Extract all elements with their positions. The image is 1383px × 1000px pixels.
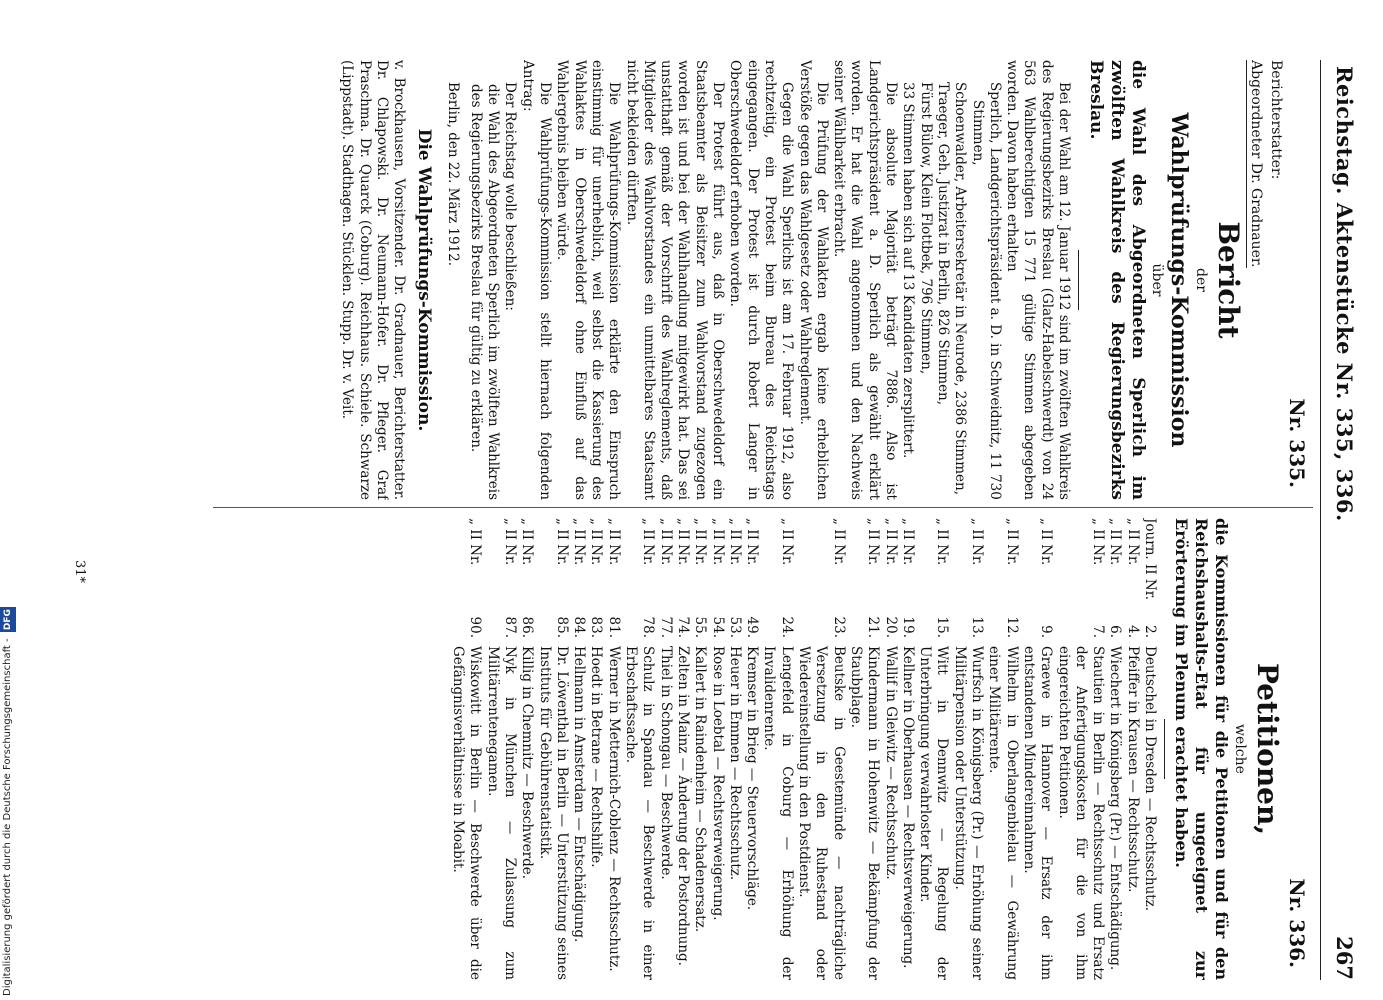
petition-text: Stautien in Berlin — Rechtsschutz und Ersatz der Anfertigungskosten für die von ihm eingereichten Petitionen. bbox=[1055, 646, 1107, 980]
running-head-title: Reichstag. Aktenstücke Nr. 335, 336. bbox=[1332, 66, 1357, 522]
petition-entry bbox=[656, 518, 673, 980]
petition-number: 2. bbox=[1142, 625, 1158, 638]
petition-entry bbox=[708, 518, 725, 980]
petition-number: 24. bbox=[778, 616, 795, 638]
petition-text: Hellmann in Amsterdam — Entschädigung. bbox=[571, 646, 588, 943]
petition-number: 74. bbox=[674, 616, 691, 638]
committee-name: Wahlprüfungs-Kommission bbox=[1166, 112, 1192, 448]
petition-journal-ref: „ II Nr. bbox=[467, 518, 484, 566]
petition-journal-ref: Journ. II Nr. bbox=[1142, 518, 1158, 600]
petition-entry bbox=[449, 518, 484, 980]
petition-journal-ref: „ II Nr. bbox=[674, 518, 691, 566]
petition-entry bbox=[1106, 518, 1123, 980]
paragraph-majority: Die absolute Majorität beträgt 7886. Also ist Landgerichtspräsident a. D. Sperlich als gewählt erklärt worden. Er hat die Wahl angenommen und den Nachweis seiner Wählbarkeit erbracht. bbox=[831, 60, 900, 500]
petition-text: Schulz in Spandau — Beschwerde in einer Erbschaftssache. bbox=[623, 646, 657, 980]
petition-number: 23. bbox=[830, 616, 847, 638]
petition-journal-ref: „ II Nr. bbox=[865, 518, 882, 566]
petition-entry bbox=[622, 518, 657, 980]
petition-journal-ref: „ II Nr. bbox=[640, 518, 657, 566]
petition-text: Witt in Dennwitz — Regelung der Unterbringung verwahrloster Kinder. bbox=[917, 646, 951, 980]
petition-journal-ref: „ II Nr. bbox=[969, 518, 986, 566]
paragraph-motion-text: die Wahl des Abgeordneten Sperlich im zwölften Wahlkreis des Regierungsbezirks Breslau für gültig zu erklären. bbox=[467, 84, 502, 500]
paragraph-protest-filed: Gegen die Wahl Sperlichs ist am 17. Februar 1912, also rechtzeitig, ein Protest beim Bureau des Reichstags eingegangen. Der Protest ist durch Robert Langer in Oberschwedeldorf erhoben worden. bbox=[727, 60, 796, 500]
petition-text: Deutschel in Dresden — Rechtsschutz. bbox=[1142, 646, 1158, 912]
petition-entry bbox=[570, 518, 587, 980]
petition-journal-ref: „ II Nr. bbox=[830, 518, 847, 566]
column-divider bbox=[213, 507, 1313, 508]
petition-number: 87. bbox=[502, 616, 519, 638]
petition-entry bbox=[916, 518, 951, 980]
petition-number: 85. bbox=[553, 616, 570, 638]
petition-number: 49. bbox=[744, 616, 761, 638]
candidate-3: Traeger, Geh. Justizrat in Berlin, 826 Stimmen, bbox=[934, 82, 951, 406]
petition-journal-ref: „ II Nr. bbox=[1090, 518, 1107, 566]
petition-number: 55. bbox=[692, 616, 709, 638]
dfg-logo: DFG bbox=[0, 607, 16, 632]
petition-text: Hoedt in Betrane — Rechtshilfe. bbox=[588, 646, 605, 868]
paragraph-examination: Die Prüfung der Wahlakten ergab keine erheblichen Verstöße gegen das Wahlgesetz oder Wahlreglement. bbox=[796, 60, 830, 500]
petition-number: 81. bbox=[605, 616, 622, 638]
petition-entry bbox=[1141, 518, 1158, 980]
petition-entry bbox=[691, 518, 708, 980]
petition-journal-ref: „ II Nr. bbox=[692, 518, 709, 566]
page-number: 267 bbox=[1332, 936, 1357, 980]
petition-journal-ref: „ II Nr. bbox=[605, 518, 622, 566]
petition-text: Wiskowitt in Berlin — Beschwerde über die Gefängnisverhältnisse in Moabit. bbox=[450, 646, 484, 980]
petition-journal-ref: „ II Nr. bbox=[899, 518, 916, 566]
petition-number: 21. bbox=[865, 616, 882, 638]
report-title: Bericht bbox=[1212, 221, 1245, 339]
paragraph-committee-decision: Die Wahlprüfungs-Kommission erklärte den Einspruch einstimmig für unerheblich, weil selbst die Kassierung des Wahlaktes in Oberschwedeldorf ohne Einfluß auf das Wahlergebnis bleiben würde. bbox=[554, 60, 623, 500]
petition-number: 53. bbox=[726, 616, 743, 638]
petition-text: Wilhelm in Oberlangenbielau — Gewährung einer Militärrente. bbox=[986, 646, 1020, 980]
paragraph-election-result: Bei der Wahl am 12. Januar 1912 sind im zwölften Wahlkreis des Regierungsbezirks Breslau (Glatz-Habelschwerdt) von 24 563 Wahlberechtigten 15 771 gültige Stimmen abgegeben worden. Davon haben erhalten bbox=[1004, 60, 1072, 500]
paragraph-protest-content: Der Protest führt aus, daß in Oberschwedeldorf ein Staatsbeamter als Beisitzer zum Wahlvorstand zugezogen worden ist und bei der Wahlhandlung mitgewirkt hat. Das sei unstatthaft gemäß der Vorschrift des Wahlreglements, daß Mitglieder des Wahlvorstandes ein unmittelbares Staatsamt nicht bekleiden dürften. bbox=[623, 60, 727, 500]
petition-text: Killig in Chemnitz — Beschwerde. bbox=[519, 646, 536, 880]
petition-journal-ref: „ II Nr. bbox=[726, 518, 743, 566]
petition-entry bbox=[1123, 518, 1140, 980]
report-date: Berlin, den 22. März 1912. bbox=[444, 82, 461, 267]
petition-number: 20. bbox=[882, 616, 899, 638]
petition-number: 78. bbox=[640, 616, 657, 638]
petition-number: 84. bbox=[571, 616, 588, 638]
petitions-subtitle: die Kommissionen für die Petitionen und für den Reichshaushalts-Etat für ungeeignet zur Erörterung im Plenum erachtet haben. bbox=[1172, 518, 1231, 980]
separator-rule bbox=[1078, 250, 1079, 310]
candidate-4: Fürst Bülow, Klein Flottbek, 796 Stimmen, bbox=[917, 82, 934, 375]
rapporteur-name: Abgeordneter Dr. Gradnauer. bbox=[1248, 60, 1264, 268]
petition-journal-ref: „ II Nr. bbox=[502, 518, 519, 566]
column-left-report bbox=[113, 60, 1313, 500]
petition-number: 15. bbox=[934, 616, 951, 638]
petition-text: Dr. Löwenthal in Berlin — Unterstützung seines Instituts für Gebührenstatistik. bbox=[536, 646, 570, 980]
petition-journal-ref: „ II Nr. bbox=[1107, 518, 1124, 566]
petition-text: Kellner in Oberhausen — Rechtsverweigerung. bbox=[899, 646, 916, 969]
paragraph-motion: Der Reichstag wolle beschließen: bbox=[502, 82, 519, 311]
petition-entry bbox=[674, 518, 691, 980]
petitions-title: Petitionen, bbox=[1251, 662, 1284, 836]
report-ueber: über bbox=[1149, 263, 1165, 297]
petition-entry bbox=[795, 518, 847, 980]
petition-text: Wiechert in Königsberg (Pr.) — Entschädigung. bbox=[1107, 646, 1124, 971]
petition-entry bbox=[881, 518, 898, 980]
separator-rule-right bbox=[1164, 719, 1165, 779]
signature-list: v. Brockhausen, Vorsitzender. Dr. Gradnauer, Berichterstatter. Dr. Chlapowski. Dr. Neumann-Hofer. Dr. Pfleger. Graf Praschma. Dr. Quarck (Coburg). Reichhaus. Schiele. Schwarze (Lippstadt). Stadthagen. Stücklen. Stupp. Dr. v. Veit. bbox=[339, 60, 408, 500]
petition-number: 54. bbox=[709, 616, 726, 638]
petition-text: Beutske in Geestemünde — nachträgliche Versetzung in den Ruhestand oder Wiedereinstellung in den Postdienst. bbox=[796, 646, 847, 980]
document-number-335: Nr. 335. bbox=[1285, 398, 1309, 488]
report-subject: die Wahl des Abgeordneten Sperlich im zwölften Wahlkreis des Regierungsbezirks Breslau. bbox=[1086, 60, 1148, 500]
petition-journal-ref: „ II Nr. bbox=[1003, 518, 1020, 566]
petition-entry bbox=[587, 518, 604, 980]
petition-entry bbox=[518, 518, 535, 980]
petition-text: Nyk in München — Zulassung zum Militärrentenegamen. bbox=[484, 646, 519, 980]
petition-number: 13. bbox=[969, 616, 986, 638]
candidate-1: Sperlich, Landgerichtspräsident a. D. in Schweidnitz, 11 730 Stimmen, bbox=[969, 82, 1003, 500]
petition-text: Graewe in Hannover — Ersatz der ihm entstandenen Mindereinnahmen. bbox=[1020, 646, 1055, 980]
petition-text: Wallif in Gleiwitz — Rechtsschutz. bbox=[882, 646, 899, 880]
petition-journal-ref: „ II Nr. bbox=[1124, 518, 1141, 566]
column-right-petitions bbox=[113, 518, 1313, 980]
candidate-2: Schoenwalder, Arbeitersekretär in Neurode, 2386 Stimmen, bbox=[952, 82, 969, 496]
petition-entry bbox=[1020, 518, 1055, 980]
petition-text: Kremser in Brieg — Steuervorschläge. bbox=[744, 646, 761, 911]
rapporteur-label: Berichterstatter: bbox=[1268, 60, 1284, 180]
petition-journal-ref: „ II Nr. bbox=[882, 518, 899, 566]
petition-journal-ref: „ II Nr. bbox=[1038, 518, 1055, 566]
petition-list bbox=[449, 518, 1158, 980]
petition-journal-ref: „ II Nr. bbox=[709, 518, 726, 566]
petition-number: 6. bbox=[1107, 625, 1124, 638]
petition-text: Rose in Loebtal — Rechtsverweigerung. bbox=[709, 646, 726, 921]
paragraph-motion-intro: Die Wahlprüfungs-Kommission stellt hiernach folgenden Antrag: bbox=[519, 60, 554, 500]
petition-journal-ref: „ II Nr. bbox=[588, 518, 605, 566]
document-number-336: Nr. 336. bbox=[1285, 878, 1309, 968]
running-head bbox=[1320, 60, 1357, 980]
petition-number: 83. bbox=[588, 616, 605, 638]
petition-entry bbox=[899, 518, 916, 980]
petition-number: 77. bbox=[657, 616, 674, 638]
petition-journal-ref: „ II Nr. bbox=[571, 518, 588, 566]
petition-entry bbox=[847, 518, 882, 980]
petition-text: Thiel in Schongau — Beschwerde. bbox=[657, 646, 674, 880]
petition-number: 7. bbox=[1090, 625, 1107, 638]
signature-mark: 31* bbox=[72, 560, 87, 584]
petition-number: 90. bbox=[467, 616, 484, 638]
petition-entry bbox=[743, 518, 760, 980]
petition-number: 9. bbox=[1038, 625, 1055, 638]
petition-entry bbox=[726, 518, 743, 980]
petition-text: Zelten in Mainz — Änderung der Postordnung. bbox=[674, 646, 691, 966]
digitization-credit-text: Digitalisierung gefördert durch die Deutsche Forschungsgemeinschaft - bbox=[2, 638, 13, 996]
petition-number: 12. bbox=[1003, 616, 1020, 638]
petition-journal-ref: „ II Nr. bbox=[553, 518, 570, 566]
petition-number: 4. bbox=[1124, 625, 1141, 638]
petition-entry bbox=[1054, 518, 1106, 980]
petition-text: Pfeiffer in Krausen — Rechtsschutz. bbox=[1124, 646, 1141, 893]
petition-entry bbox=[535, 518, 570, 980]
petition-text: Kindermann in Hohenwitz — Bekämpfung der Staubplage. bbox=[847, 646, 882, 980]
petition-entry bbox=[483, 518, 518, 980]
candidate-5: 33 Stimmen haben sich auf 13 Kandidaten zersplittert. bbox=[900, 82, 917, 459]
signature-title: Die Wahlprüfungs-Kommission. bbox=[414, 128, 435, 432]
report-der: der bbox=[1193, 268, 1209, 292]
petition-text: Lengefeld in Coburg — Erhöhung der Invalidenrente. bbox=[761, 646, 795, 980]
petition-text: Werner in Metternich-Coblenz — Rechtsschutz. bbox=[605, 646, 622, 972]
petition-journal-ref: „ II Nr. bbox=[657, 518, 674, 566]
petition-journal-ref: „ II Nr. bbox=[778, 518, 795, 566]
petition-text: Kallert in Raindenheim — Schadenersatz. bbox=[692, 646, 709, 933]
petition-entry bbox=[985, 518, 1020, 980]
petition-journal-ref: „ II Nr. bbox=[934, 518, 951, 566]
digitization-credit bbox=[0, 596, 16, 996]
petition-number: 86. bbox=[519, 616, 536, 638]
petitions-welche: welche bbox=[1232, 724, 1248, 774]
petition-entry bbox=[760, 518, 795, 980]
petition-text: Heuer in Emmen — Rechtsschutz. bbox=[726, 646, 743, 881]
petition-journal-ref: „ II Nr. bbox=[744, 518, 761, 566]
petition-entry bbox=[605, 518, 622, 980]
petition-entry bbox=[950, 518, 985, 980]
petition-number: 19. bbox=[899, 616, 916, 638]
petition-journal-ref: „ II Nr. bbox=[519, 518, 536, 566]
petition-text: Wurfsch in Königsberg (Pr.) — Erhöhung seiner Militärpension oder Unterstützung. bbox=[951, 646, 986, 980]
